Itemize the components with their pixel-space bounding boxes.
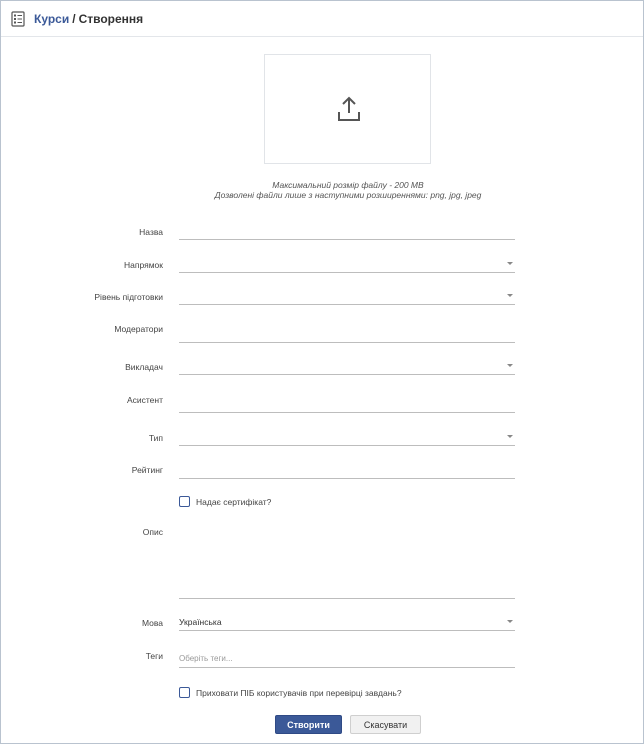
- language-label: Мова: [141, 618, 163, 628]
- description-label: Опис: [142, 527, 163, 537]
- type-label: Тип: [148, 433, 163, 443]
- hide-names-checkbox[interactable]: [179, 687, 190, 698]
- chevron-down-icon: [507, 262, 513, 265]
- level-select[interactable]: [179, 287, 515, 305]
- tags-select[interactable]: [179, 650, 515, 668]
- name-field[interactable]: [179, 222, 515, 240]
- level-label: Рівень підготовки: [94, 292, 163, 302]
- breadcrumb-courses-link[interactable]: Курси: [34, 12, 70, 26]
- tags-label: Теги: [145, 651, 163, 661]
- image-upload-dropzone[interactable]: [264, 54, 431, 164]
- certificate-label: Надає сертифікат?: [196, 496, 272, 507]
- upload-hint-extensions: Дозволені файли лише з наступними розширеннями: png, jpg, jpeg: [214, 190, 482, 200]
- hide-names-label: Приховати ПІБ користувачів при перевірці завдань?: [196, 687, 402, 698]
- teacher-select[interactable]: [179, 357, 515, 375]
- direction-select[interactable]: [179, 255, 515, 273]
- description-textarea[interactable]: [179, 523, 515, 599]
- rating-field[interactable]: [179, 461, 515, 479]
- breadcrumb-current: Створення: [78, 12, 144, 26]
- name-input[interactable]: [179, 222, 515, 239]
- direction-label: Напрямок: [124, 260, 163, 270]
- chevron-down-icon: [507, 620, 513, 623]
- language-value: Українська: [179, 617, 222, 627]
- page-header: [1, 1, 643, 37]
- tags-placeholder: Оберіть теги...: [179, 654, 233, 663]
- chevron-down-icon: [507, 435, 513, 438]
- language-select[interactable]: [179, 613, 515, 631]
- certificate-checkbox[interactable]: [179, 496, 190, 507]
- teacher-label: Викладач: [125, 362, 163, 372]
- chevron-down-icon: [507, 364, 513, 367]
- breadcrumb: [34, 12, 143, 26]
- upload-hint-max-size: Максимальний розмір файлу - 200 МВ: [272, 180, 424, 190]
- certificate-checkbox-row[interactable]: [179, 496, 271, 507]
- name-label: Назва: [139, 227, 163, 237]
- assistant-label: Асистент: [126, 395, 163, 405]
- type-select[interactable]: [179, 428, 515, 446]
- assistant-input[interactable]: [179, 395, 515, 412]
- moderators-label: Модератори: [114, 324, 163, 334]
- rating-input[interactable]: [179, 461, 515, 478]
- document-list-icon: [11, 11, 25, 27]
- moderators-input[interactable]: [179, 325, 515, 342]
- upload-icon: [337, 96, 361, 122]
- rating-label: Рейтинг: [131, 465, 163, 475]
- moderators-field[interactable]: [179, 325, 515, 343]
- chevron-down-icon: [507, 294, 513, 297]
- assistant-field[interactable]: [179, 395, 515, 413]
- cancel-button[interactable]: Скасувати: [350, 715, 421, 734]
- upload-hint: [181, 180, 515, 200]
- breadcrumb-separator: /: [72, 12, 76, 26]
- create-button[interactable]: Створити: [275, 715, 342, 734]
- hide-names-checkbox-row[interactable]: [179, 687, 402, 698]
